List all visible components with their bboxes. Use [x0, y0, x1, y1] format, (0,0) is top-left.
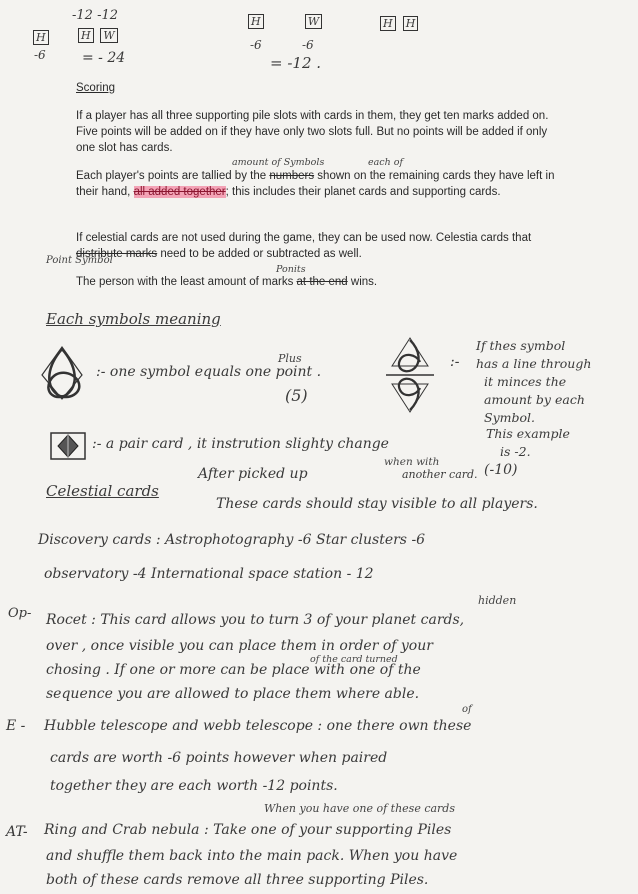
scoring-paragraph-2: [76, 168, 556, 200]
through-line-1: If thes symbol: [476, 338, 566, 353]
sum-box-2: W: [100, 28, 117, 43]
celestial-heading: Celestial cards: [46, 482, 159, 500]
sum-mid-box-2: W: [305, 14, 322, 29]
e-tag: E -: [6, 718, 26, 734]
celestial-discovery: Discovery cards : Astrophotography -6 Star clusters -6: [38, 532, 426, 548]
symbol-one-value: (5): [285, 386, 308, 405]
pair-value: (-10): [484, 462, 518, 478]
through-line-2: has a line through: [476, 356, 592, 371]
sum-mid-boxes: [248, 14, 325, 29]
sum-mid-result: = -12 .: [270, 54, 322, 72]
e-line-3: together they are each worth -12 points.: [50, 778, 338, 794]
sum-left-col: [33, 30, 52, 45]
roc-line-3: chosing . If one or more can be place with one of the: [46, 662, 421, 678]
celestial-visible: These cards should stay visible to all players.: [216, 496, 538, 512]
sum-left-boxes: [78, 28, 121, 43]
through-line-5: Symbol.: [484, 410, 535, 425]
symbol-plus: Plus: [278, 352, 302, 365]
p4-struck: at the end: [296, 276, 348, 288]
at-line-1: Ring and Crab nebula : Take one of your supporting Piles: [44, 822, 452, 838]
p3-struck: distribute marks: [76, 248, 158, 260]
scoring-paragraph-1: If a player has all three supporting pile slots with cards in them, they get ten marks added on. Five points will be added on if they have only two slots full. But no points will be added if only one slot has cards.: [76, 110, 549, 154]
p2-struck: numbers: [269, 170, 315, 182]
sum-right-box-2: H: [403, 16, 419, 31]
roc-line-4: sequence you are allowed to place them where able.: [46, 686, 420, 702]
insert-amount-symbols: amount of Symbols: [232, 157, 325, 168]
through-line-6: This example: [486, 426, 570, 441]
roc-line-1: Rocet : This card allows you to turn 3 of your planet cards,: [46, 612, 465, 628]
e-of: of: [462, 704, 472, 715]
symbol-one-text: :- one symbol equals one point .: [96, 364, 322, 380]
p4-start: The person with the least amount of marks: [76, 276, 294, 288]
sum-right-boxes: [380, 16, 421, 31]
sum-top-line: -12 -12: [72, 8, 119, 23]
at-line-3: both of these cards remove all three supporting Piles.: [46, 872, 429, 888]
crossed-triquetra-icon: [386, 336, 434, 414]
insert-each-of: each of: [368, 157, 403, 168]
sum-mid-box-1: H: [248, 14, 264, 29]
insert-ponits: Ponits: [276, 264, 306, 275]
roc-card-turned: of the card turned: [310, 654, 398, 665]
at-when: When you have one of these cards: [264, 802, 455, 815]
through-line-7: is -2.: [500, 444, 531, 459]
p3-end: need to be added or subtracted as well.: [160, 248, 362, 260]
sum-mid-val-2: -6: [302, 38, 314, 52]
pair-text: :- a pair card , it instrution slighty change: [92, 436, 389, 452]
p4-end: wins.: [350, 276, 378, 288]
e-line-1: Hubble telescope and webb telescope : one there own these: [44, 718, 472, 734]
roc-tag: Op-: [8, 606, 32, 621]
roc-hidden: hidden: [478, 594, 517, 607]
pair-another: another card.: [402, 468, 478, 481]
e-line-2: cards are worth -6 points however when paired: [50, 750, 388, 766]
p2-start: Each player's points are tallied by the: [76, 170, 267, 182]
celestial-after: After picked up: [198, 466, 308, 482]
sum-box-h: H: [33, 30, 49, 45]
celestial-observatory: observatory -4 International space station - 12: [44, 566, 374, 582]
through-dash: :-: [450, 354, 460, 370]
scoring-paragraph-3: [76, 230, 566, 262]
scoring-heading: Scoring: [76, 82, 115, 94]
at-tag: AT-: [6, 824, 28, 840]
scoring-paragraph-4: [76, 274, 556, 290]
sum-right-box-1: H: [380, 16, 396, 31]
at-line-2: and shuffle them back into the main pack. When you have: [46, 848, 458, 864]
roc-line-2: over , once visible you can place them in order of your: [46, 638, 433, 654]
sum-mid-val-1: -6: [250, 38, 262, 52]
p2-mid: shown on the remaining cards they have left in their hand,: [76, 170, 555, 198]
sum-left-result: = - 24: [82, 50, 126, 66]
pair-card-icon: [50, 432, 86, 460]
through-line-4: amount by each: [484, 392, 585, 407]
symbols-heading: Each symbols meaning: [46, 310, 221, 328]
insert-point-symbol: Point Symbol: [46, 255, 113, 266]
through-line-3: it minces the: [484, 374, 567, 389]
sum-left-val: -6: [34, 48, 46, 62]
pair-when: when with: [384, 456, 440, 468]
p2-end: ; this includes their planet cards and supporting cards.: [225, 186, 501, 198]
sum-box-1: H: [78, 28, 94, 43]
p2-highlighted: all added together: [133, 186, 226, 198]
p3-start: If celestial cards are not used during the game, they can be used now. Celestia cards that: [76, 232, 532, 244]
triquetra-icon: [36, 345, 88, 401]
